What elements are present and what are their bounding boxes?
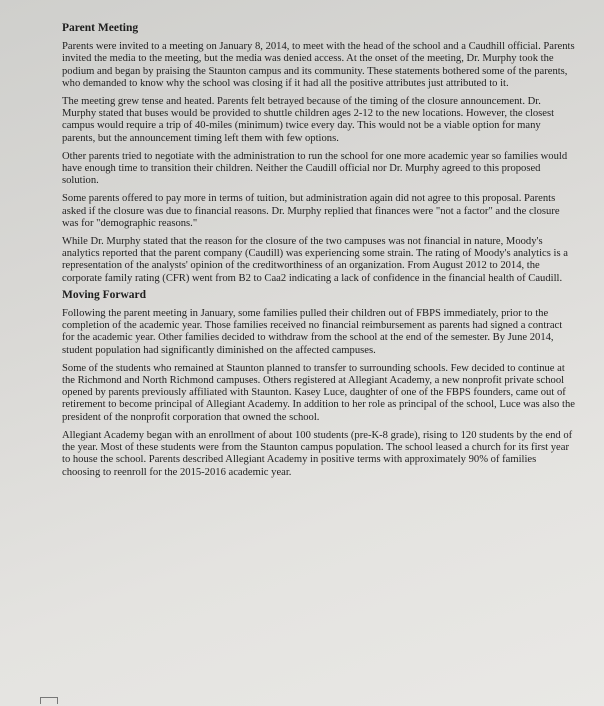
section-heading-parent-meeting: Parent Meeting <box>62 22 139 34</box>
paragraph: Some of the students who remained at Staunton planned to transfer to surrounding schools. Few decided to continue at the Richmond and North Richmond campuses. Others registered at Allegiant Academy, a new nonprofit private school opened by parents previously affiliated with Staunton. Kasey Luce, daughter of one of the FBPS founders, came out of retirement to become principal of Allegiant Academy. In addition to her role as principal of the school, Luce was also the president of the nonprofit corporation that owned the school. <box>62 362 575 423</box>
paragraph: Other parents tried to negotiate with the administration to run the school for one more academic year so families would have enough time to transition their children. Neither the Caudill official nor Dr. Murphy agreed to this proposed solution. <box>62 150 568 187</box>
paragraph: The meeting grew tense and heated. Parents felt betrayed because of the timing of the closure announcement. Dr. Murphy stated that buses would be provided to shuttle children ages 2-12 to the new locations. However, the closest campus would require a trip of 40-miles (minimum) twice every day. This would not be a viable option for many parents, but the announcement timing left them with few options. <box>62 96 555 144</box>
paragraph: Parents were invited to a meeting on January 8, 2014, to meet with the head of the school and a Caudhill official. Parents invited the media to the meeting, but the media was denied access. At the onset of the meeting, Dr. Murphy took the podium and began by praising the Staunton campus and its community. These statements bothered some of the parents, who demanded to know why the school was closing if it had all the positive attributes just attributed to it. <box>62 41 575 89</box>
page-corner-mark <box>40 697 58 704</box>
paragraph: Allegiant Academy began with an enrollment of about 100 students (pre-K-8 grade), rising to 120 students by the end of the year. Most of these students were from the Staunton campus population. The school leased a church for its first year to house the school. Parents described Allegiant Academy in positive terms with approximately 90% of families choosing to reenroll for the 2015-2016 academic year. <box>62 429 573 478</box>
paragraph: While Dr. Murphy stated that the reason for the closure of the two campuses was not financial in nature, Moody's analytics reported that the parent company (Caudill) was experiencing some strain. The rating of Moody's analytics is a representation of the analysts' opinion of the creditworthiness of an organization. From August 2012 to 2014, the corporate family rating (CFR) went from B2 to Caa2 indicating a lack of confidence in the financial health of Caudill. <box>62 236 568 284</box>
paragraph: Some parents offered to pay more in terms of tuition, but administration again did not agree to this proposal. Parents asked if the closure was due to financial reasons. Dr. Murphy replied that finances were "not a factor" and the closure was for "demographic reasons." <box>62 193 560 229</box>
paragraph: Following the parent meeting in January, some families pulled their children out of FBPS immediately, prior to the completion of the academic year. Those families received no financial reimbursement as parents had signed a contract for the academic year. Other families decided to withdraw from the school at the end of the semester. By June 2014, student population had significantly diminished on the affected campuses. <box>62 308 563 356</box>
section-heading-moving-forward: Moving Forward <box>62 288 147 301</box>
